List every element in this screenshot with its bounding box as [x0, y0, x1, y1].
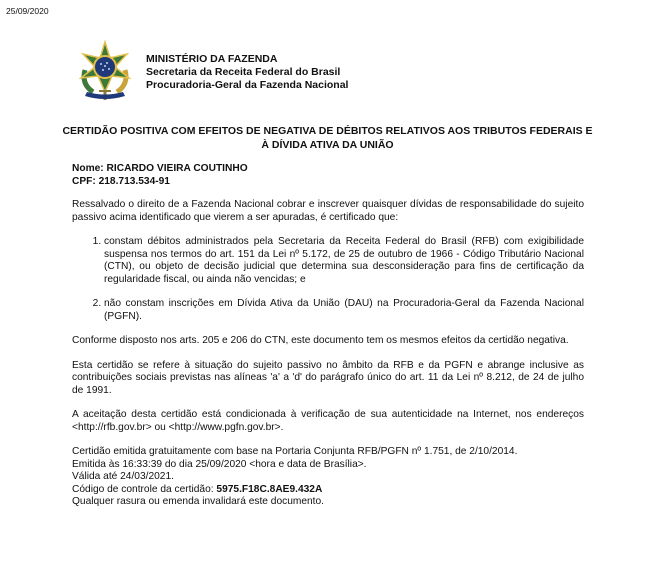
issuance-time: Emitida às 16:33:39 do dia 25/09/2020 <hora e data de Brasília>.: [72, 458, 367, 470]
subject-cpf: CPF: 218.713.534-91: [72, 175, 170, 187]
issuance-basis: Certidão emitida gratuitamente com base na Portaria Conjunta RFB/PGFN nº 1.751, de 2/10/2014.: [72, 446, 518, 457]
attorney-office-name: Procuradoria-Geral da Fazenda Nacional: [146, 79, 349, 91]
secretariat-name: Secretaria da Receita Federal do Brasil: [146, 66, 341, 78]
certificate-title: CERTIDÃO POSITIVA COM EFEITOS DE NEGATIVA DE DÉBITOS RELATIVOS AOS TRIBUTOS FEDERAIS E À DÍVIDA ATIVA DA UNIÃO: [62, 125, 593, 151]
subject-name: Nome: RICARDO VIEIRA COUTINHO: [72, 163, 248, 174]
authenticity-paragraph: A aceitação desta certidão está condicionada à verificação de sua autenticidade na Internet, nos endereços <http://rfb.gov.br> ou <http://www.pgfn.gov.br>.: [72, 409, 584, 433]
control-code-label: Código de controle da certidão:: [72, 483, 217, 495]
brazil-coat-of-arms-icon: [77, 40, 133, 102]
list-item: 1. constam débitos administrados pela Secretaria da Receita Federal do Brasil (RFB) com exigibilidade suspensa nos termos do art. 151 da Lei nº 5.172, de 25 de outubro de 1966 - Código Tributário Nacional (CTN), ou objeto de decisão judicial que determina sua desconsideração para fins de certificação da regularidade fiscal, ou ainda não vencidas; e: [104, 236, 584, 286]
scope-paragraph: Esta certidão se refere à situação do sujeito passivo no âmbito da RFB e da PGFN e abrange inclusive as contribuições sociais previstas nas alíneas 'a' a 'd' do parágrafo único do art. 11 da Lei nº 8.212, de 24 de julho de 1991.: [72, 359, 584, 396]
control-code-line: [72, 484, 584, 497]
issuer-header: [146, 53, 348, 92]
validity-date: Válida até 24/03/2021.: [72, 471, 174, 482]
tamper-warning: Qualquer rasura ou emenda invalidará este documento.: [72, 496, 325, 507]
effects-paragraph: Conforme disposto nos arts. 205 e 206 do CTN, este documento tem os mesmos efeitos da certidão negativa.: [72, 335, 569, 346]
certification-list: [72, 236, 584, 323]
certificate-body: [72, 163, 584, 509]
ministry-name: MINISTÉRIO DA FAZENDA: [146, 53, 278, 65]
intro-paragraph: Ressalvado o direito de a Fazenda Nacional cobrar e inscrever quaisquer dívidas de responsabilidade do sujeito passivo acima identificado que vierem a ser apuradas, é certificado que:: [72, 199, 584, 223]
control-code-value: 5975.F18C.8AE9.432A: [216, 483, 323, 495]
list-item: 2. não constam inscrições em Dívida Ativa da União (DAU) na Procuradoria-Geral da Fazenda Nacional (PGFN).: [104, 298, 584, 323]
print-date: 25/09/2020: [6, 6, 49, 16]
issuance-details: [72, 446, 584, 509]
